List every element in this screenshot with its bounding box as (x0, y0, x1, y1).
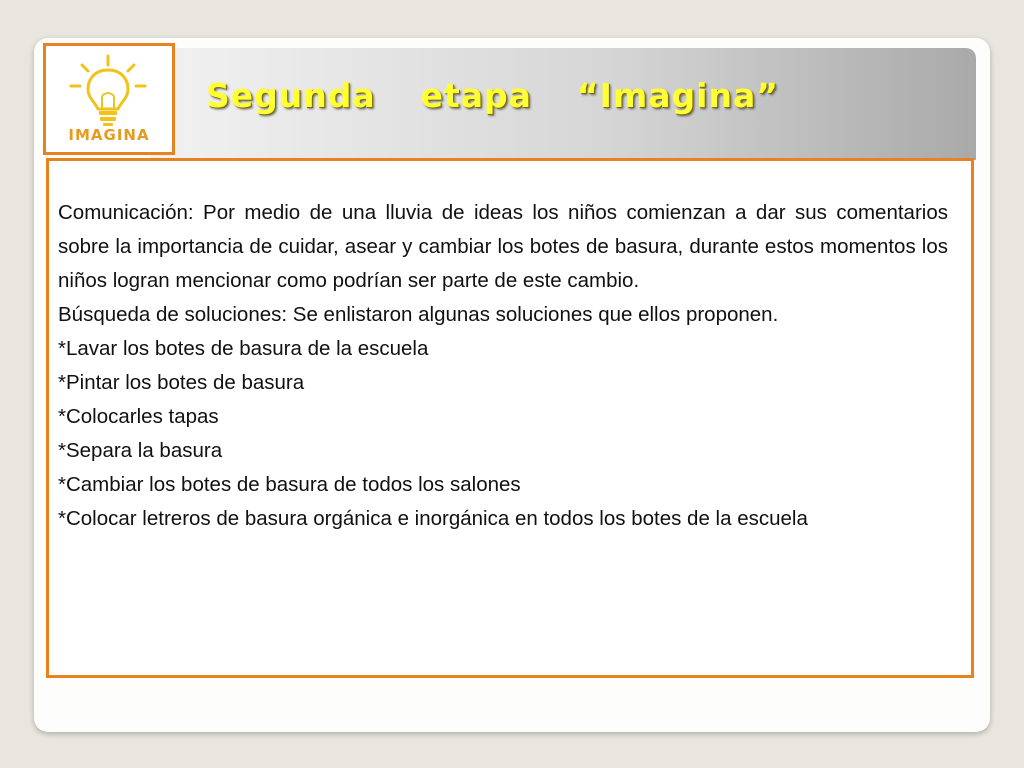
list-item: *Colocarles tapas (58, 405, 219, 428)
list-item: *Pintar los botes de basura (58, 371, 305, 394)
logo-text: IMAGINA (68, 126, 150, 144)
list-item: *Lavar los botes de basura de la escuela (58, 337, 429, 360)
slide-content (58, 196, 948, 536)
list-item: *Cambiar los botes de basura de todos los salones (58, 473, 521, 496)
lightbulb-icon (60, 52, 160, 130)
slide-title: Segunda etapa “Imagina” (206, 76, 779, 115)
list-item: *Separa la basura (58, 439, 223, 462)
list-item: *Colocar letreros de basura orgánica e inorgánica en todos los botes de la escuela (58, 507, 808, 530)
logo (43, 43, 175, 155)
paragraph-busqueda: Búsqueda de soluciones: Se enlistaron algunas soluciones que ellos proponen. (58, 303, 779, 326)
paragraph-comunicacion: Comunicación: Por medio de una lluvia de ideas los niños comienzan a dar sus comentarios sobre la importancia de cuidar, asear y cambiar los botes de basura, durante estos momentos los niños logran mencionar como podrían ser parte de este cambio. (58, 201, 948, 292)
